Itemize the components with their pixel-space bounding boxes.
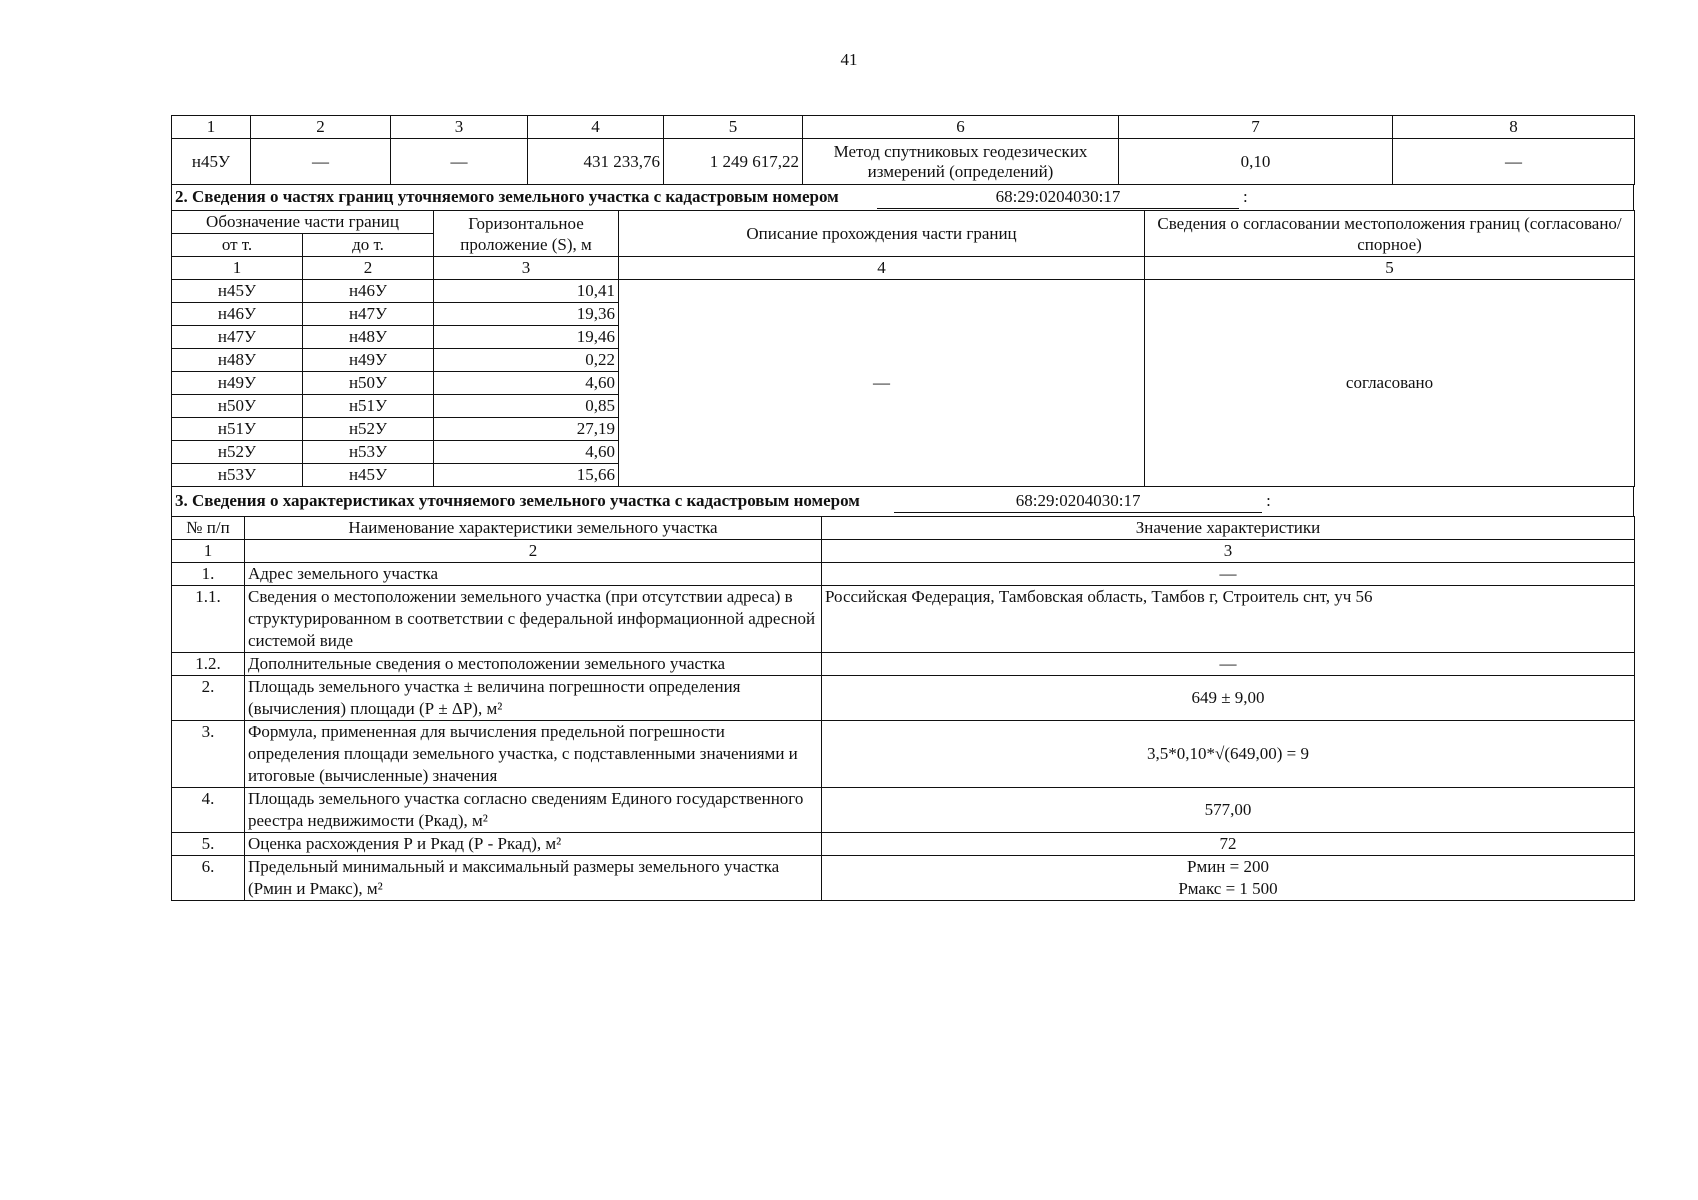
horizontal-header: Горизонтальное проложение (S), м — [434, 211, 619, 257]
row-name: Сведения о местоположении земельного участка (при отсутствии адреса) в структурированном в соответствии с федеральной информационной адресной системой виде — [245, 586, 822, 653]
section2-cadastral: 68:29:0204030:17 — [877, 186, 1239, 209]
to-point: н51У — [303, 395, 434, 418]
from-point: н52У — [172, 441, 303, 464]
row-name: Предельный минимальный и максимальный размеры земельного участка (Рмин и Рмакс), м² — [245, 856, 822, 901]
from-point: н48У — [172, 349, 303, 372]
col-number: 1 — [172, 540, 245, 563]
distance: 4,60 — [434, 372, 619, 395]
to-point: н45У — [303, 464, 434, 487]
col-number: 3 — [434, 257, 619, 280]
agreement-value: согласовано — [1145, 280, 1635, 487]
section2-title — [172, 185, 1634, 211]
distance: 0,22 — [434, 349, 619, 372]
col-number: 4 — [528, 116, 664, 139]
row-num: 2. — [172, 676, 245, 721]
col-number: 6 — [803, 116, 1119, 139]
section3-title — [172, 487, 1634, 517]
col-number: 7 — [1119, 116, 1393, 139]
document-sheet — [171, 115, 1634, 901]
row-value: 577,00 — [822, 788, 1635, 833]
row-value — [822, 856, 1635, 901]
description-header: Описание прохождения части границ — [619, 211, 1145, 257]
num-header: № п/п — [172, 517, 245, 540]
characteristics-colnum-row — [172, 540, 1635, 563]
row-num: 4. — [172, 788, 245, 833]
pmax-value: Рмакс = 1 500 — [1178, 879, 1278, 898]
cell-dash: — — [391, 139, 528, 185]
boundary-header-row — [172, 211, 1635, 234]
cell-dash: — — [1393, 139, 1635, 185]
row-name: Дополнительные сведения о местоположении земельного участка — [245, 653, 822, 676]
page-number: 41 — [840, 50, 858, 69]
distance: 19,36 — [434, 303, 619, 326]
table-row — [172, 563, 1635, 586]
row-value: — — [822, 653, 1635, 676]
col-number: 1 — [172, 116, 251, 139]
to-point: н52У — [303, 418, 434, 441]
coordinates-table — [171, 115, 1635, 185]
table-row — [172, 280, 1635, 303]
row-value: 72 — [822, 833, 1635, 856]
distance: 0,85 — [434, 395, 619, 418]
section3-cadastral: 68:29:0204030:17 — [894, 490, 1262, 513]
to-point: н48У — [303, 326, 434, 349]
row-name: Адрес земельного участка — [245, 563, 822, 586]
from-point: н47У — [172, 326, 303, 349]
row-value: — — [822, 563, 1635, 586]
row-name: Площадь земельного участка согласно сведениям Единого государственного реестра недвижимости (Ркад), м² — [245, 788, 822, 833]
table-row — [172, 833, 1635, 856]
boundary-colnum-row — [172, 257, 1635, 280]
table-row — [172, 586, 1635, 653]
from-point: н53У — [172, 464, 303, 487]
distance: 10,41 — [434, 280, 619, 303]
col-number: 2 — [245, 540, 822, 563]
coord-y: 1 249 617,22 — [664, 139, 803, 185]
table-row — [172, 676, 1635, 721]
col-number: 1 — [172, 257, 303, 280]
row-num: 1.1. — [172, 586, 245, 653]
section2-suffix: : — [1243, 187, 1248, 206]
agreement-header: Сведения о согласовании местоположения границ (согласовано/спорное) — [1145, 211, 1635, 257]
row-value: 649 ± 9,00 — [822, 676, 1635, 721]
from-point: н50У — [172, 395, 303, 418]
from-header: от т. — [172, 234, 303, 257]
row-num: 5. — [172, 833, 245, 856]
to-point: н53У — [303, 441, 434, 464]
table-row — [172, 788, 1635, 833]
col-number: 5 — [664, 116, 803, 139]
section3-suffix: : — [1266, 491, 1271, 510]
row-value: 3,5*0,10*√(649,00) = 9 — [822, 721, 1635, 788]
table-row — [172, 139, 1635, 185]
table-row — [172, 653, 1635, 676]
method: Метод спутниковых геодезических измерений (определений) — [803, 139, 1119, 185]
cell-dash: — — [251, 139, 391, 185]
to-point: н49У — [303, 349, 434, 372]
characteristics-header-row — [172, 517, 1635, 540]
distance: 4,60 — [434, 441, 619, 464]
coord-x: 431 233,76 — [528, 139, 664, 185]
row-num: 6. — [172, 856, 245, 901]
section3-title-table — [171, 486, 1634, 517]
name-header: Наименование характеристики земельного участка — [245, 517, 822, 540]
pmin-value: Рмин = 200 — [1187, 857, 1269, 876]
boundary-parts-table — [171, 210, 1635, 487]
row-name: Площадь земельного участка ± величина погрешности определения (вычисления) площади (Р ± ΔР), м² — [245, 676, 822, 721]
value-header: Значение характеристики — [822, 517, 1635, 540]
distance: 19,46 — [434, 326, 619, 349]
col-number: 2 — [251, 116, 391, 139]
col-number: 4 — [619, 257, 1145, 280]
to-point: н47У — [303, 303, 434, 326]
precision: 0,10 — [1119, 139, 1393, 185]
from-point: н45У — [172, 280, 303, 303]
row-value: Российская Федерация, Тамбовская область, Тамбов г, Строитель снт, уч 56 — [822, 586, 1635, 653]
row-num: 1. — [172, 563, 245, 586]
from-point: н46У — [172, 303, 303, 326]
row-name: Оценка расхождения Р и Ркад (Р - Ркад), м² — [245, 833, 822, 856]
row-num: 3. — [172, 721, 245, 788]
col-number: 3 — [391, 116, 528, 139]
to-header: до т. — [303, 234, 434, 257]
coordinates-header-row — [172, 116, 1635, 139]
from-point: н49У — [172, 372, 303, 395]
row-name: Формула, примененная для вычисления предельной погрешности определения площади земельного участка, с подставленными значениями и итоговые (вычисленные) значения — [245, 721, 822, 788]
part-header: Обозначение части границ — [172, 211, 434, 234]
to-point: н46У — [303, 280, 434, 303]
section3-title-text: 3. Сведения о характеристиках уточняемого земельного участка с кадастровым номером — [175, 491, 860, 510]
description-value: — — [619, 280, 1145, 487]
distance: 15,66 — [434, 464, 619, 487]
point-id: н45У — [172, 139, 251, 185]
section2-title-text: 2. Сведения о частях границ уточняемого земельного участка с кадастровым номером — [175, 187, 839, 206]
row-num: 1.2. — [172, 653, 245, 676]
section2-title-table — [171, 184, 1634, 211]
col-number: 3 — [822, 540, 1635, 563]
table-row — [172, 721, 1635, 788]
col-number: 8 — [1393, 116, 1635, 139]
from-point: н51У — [172, 418, 303, 441]
col-number: 2 — [303, 257, 434, 280]
characteristics-table — [171, 516, 1635, 901]
col-number: 5 — [1145, 257, 1635, 280]
table-row — [172, 856, 1635, 901]
distance: 27,19 — [434, 418, 619, 441]
to-point: н50У — [303, 372, 434, 395]
